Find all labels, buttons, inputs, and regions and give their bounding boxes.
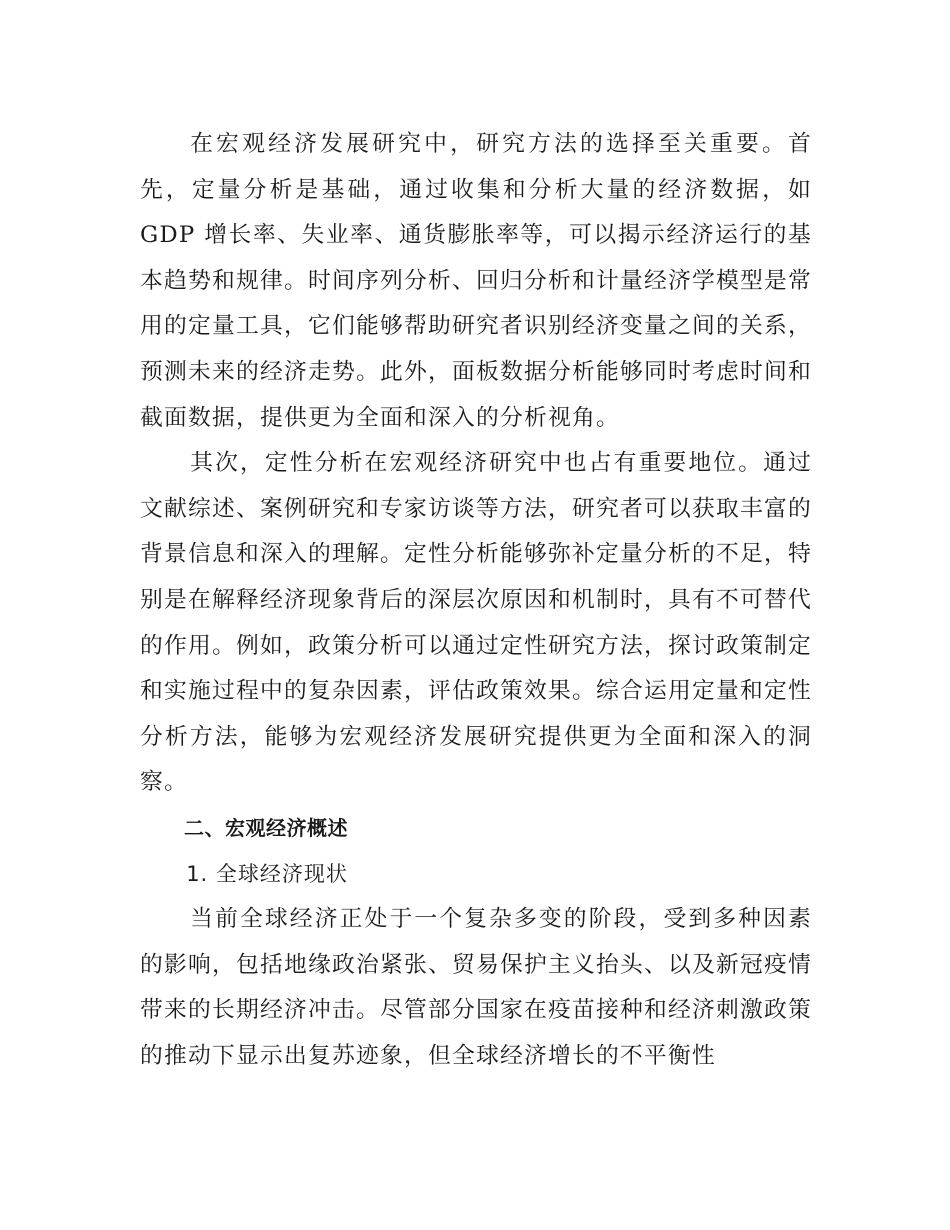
paragraph-research-methods-quantitative: 在宏观经济发展研究中，研究方法的选择至关重要。首先，定量分析是基础，通过收集和分析大量的经济数据，如GDP 增长率、失业率、通货膨胀率等，可以揭示经济运行的基本趋势和规律。时间序列分析、回归分析和计量经济学模型是常用的定量工具，它们能够帮助研究者识别经济变量之间的关系，预测未来的经济走势。此外，面板数据分析能够同时考虑时间和截面数据，提供更为全面和深入的分析视角。 <box>140 131 812 431</box>
paragraph-research-methods-qualitative: 其次，定性分析在宏观经济研究中也占有重要地位。通过文献综述、案例研究和专家访谈等方法，研究者可以获取丰富的背景信息和深入的理解。定性分析能够弥补定量分析的不足，特别是在解释经济现象背后的深层次原因和机制时，具有不可替代的作用。例如，政策分析可以通过定性研究方法，探讨政策制定和实施过程中的复杂因素，评估政策效果。综合运用定量和定性分析方法，能够为宏观经济发展研究提供更为全面和深入的洞察。 <box>140 450 812 796</box>
section-heading: 二、宏观经济概述 <box>184 815 348 840</box>
subsection-heading: 1. 全球经济现状 <box>186 861 348 886</box>
paragraph-global-economy: 当前全球经济正处于一个复杂多变的阶段，受到多种因素的影响，包括地缘政治紧张、贸易保护主义抬头、以及新冠疫情带来的长期经济冲击。尽管部分国家在疫苗接种和经济刺激政策的推动下显示出复苏迹象，但全球经济增长的不平衡性 <box>140 906 812 1069</box>
document-page <box>140 122 812 1079</box>
